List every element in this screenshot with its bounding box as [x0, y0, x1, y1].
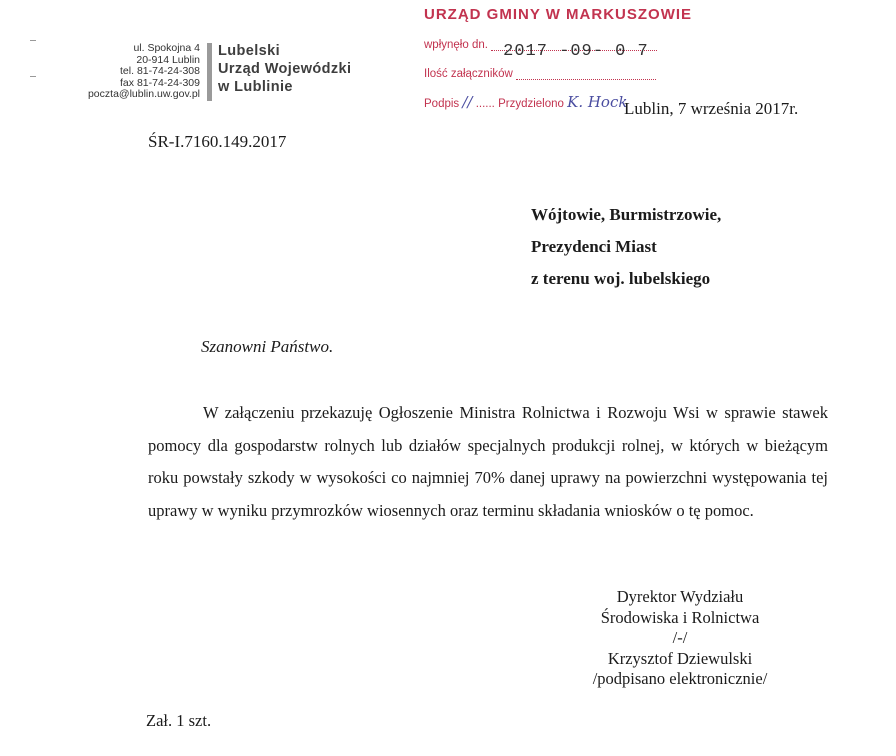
address-email: poczta@lublin.uw.gov.pl: [87, 88, 200, 100]
address-phone: tel. 81-74-24-308: [120, 65, 200, 77]
stamp-assigned-handwriting: K. Hock: [567, 93, 628, 111]
registration-stamp: [424, 6, 693, 111]
signature-title-2: Środowiska i Rolnictwa: [600, 607, 760, 627]
stamp-assigned-label: Przydzielono: [498, 98, 564, 110]
address-street: ul. Spokojna 4: [133, 42, 200, 54]
stamp-signature-label: Podpis: [424, 98, 460, 110]
signature-note: /podpisano elektronicznie/: [592, 669, 768, 688]
letterhead-office-name: [218, 42, 351, 96]
signature-mark: /-/: [672, 628, 688, 647]
stamp-signature-handwriting: //: [462, 93, 473, 111]
office-line-2: Urząd Wojewódzki: [218, 61, 352, 77]
letterhead-address: [70, 43, 200, 101]
recipients-block: [531, 199, 721, 295]
signature-title-1: Dyrektor Wydziału: [616, 587, 744, 606]
stamp-attachments-label: Ilość załączników: [424, 68, 513, 80]
letterhead-divider-bar: [207, 43, 212, 101]
recipient-line-2: Prezydenci Miast: [531, 237, 657, 256]
office-line-1: Lubelski: [218, 43, 281, 59]
stamp-title: URZĄD GMINY W MARKUSZOWIE: [424, 6, 693, 23]
stamp-received-date: 2017 -09- 0 7: [503, 42, 649, 61]
stamp-attachments-row: [424, 68, 656, 80]
signature-block: [560, 587, 800, 690]
stamp-received-label: wpłynęło dn.: [424, 39, 488, 51]
letter-date: Lublin, 7 września 2017r.: [624, 99, 799, 118]
stamp-received-row: [424, 39, 657, 61]
recipient-line-1: Wójtowie, Burmistrzowie,: [531, 205, 722, 224]
attachments-note: Zał. 1 szt.: [146, 711, 212, 730]
reference-number: ŚR-I.7160.149.2017: [148, 132, 287, 151]
letter-body: W załączeniu przekazuję Ogłoszenie Ministra Rolnictwa i Rozwoju Wsi w sprawie stawek pomocy dla gospodarstw rolnych lub działów specjalnych produkcji rolnej, w których w bieżącym roku powstały szkody w wysokości co najmniej 70% danej uprawy na powierzchni występowania tej uprawy w wyniku przymrozków wiosennych oraz terminu składania wniosków o tę pomoc.: [148, 403, 828, 520]
address-fax: fax 81-74-24-309: [120, 76, 200, 89]
office-line-3: w Lublinie: [218, 79, 293, 95]
stamp-signature-row: Podpis // ...... Przydzielono K. Hock: [424, 93, 628, 111]
greeting: Szanowni Państwo.: [201, 337, 334, 356]
margin-mark-top: [30, 40, 36, 41]
margin-mark-bottom: [30, 76, 36, 77]
signatory-name: Krzysztof Dziewulski: [607, 648, 753, 668]
recipient-line-3: z terenu woj. lubelskiego: [531, 269, 711, 288]
address-city: 20-914 Lublin: [136, 53, 200, 66]
